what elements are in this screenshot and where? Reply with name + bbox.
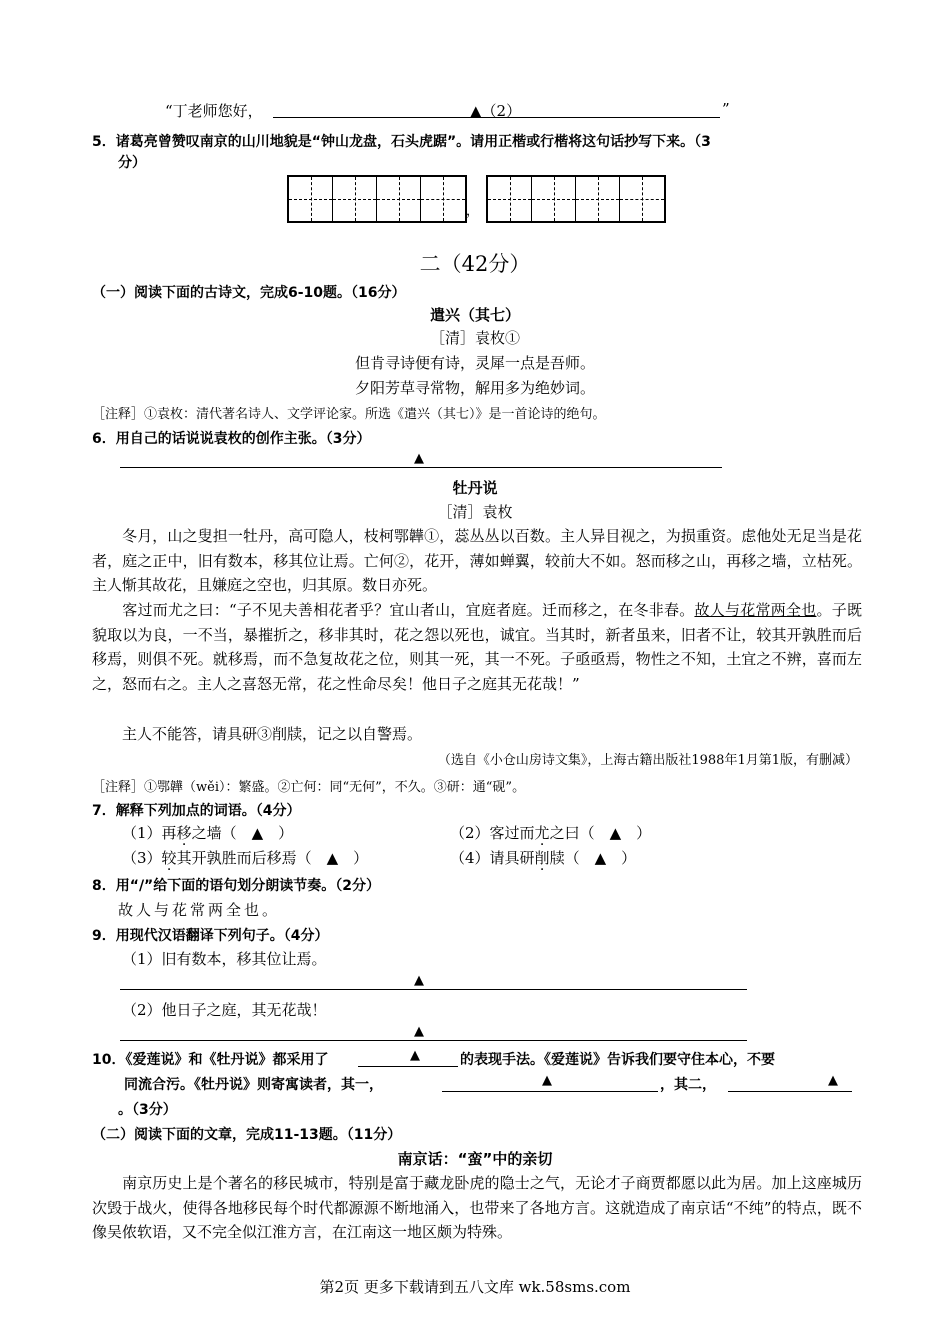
writing-grid-1: [287, 175, 467, 223]
question-10-cont: 的表现手法。《爱莲说》告诉我们要守住本心，不要: [460, 1052, 775, 1068]
section-title: 二（42分）: [419, 252, 531, 276]
q9-sentence-1: （1）旧有数本，移其位让焉。: [122, 950, 327, 968]
answer-line: [120, 989, 747, 990]
q7-item-4: （4）请具研削牍（ ▲ ）: [450, 849, 637, 867]
answer-line: [120, 1040, 747, 1041]
blank-line: [442, 1091, 658, 1092]
poem-author: ［清］袁枚①: [429, 329, 520, 347]
q7-item-1: （1）再移之墙（ ▲ ）: [122, 824, 294, 842]
blank-line: [358, 1066, 458, 1067]
prompt-prefix: “丁老师您好，: [165, 102, 263, 120]
q8-sentence: 故人与花常两全也。: [118, 901, 281, 919]
poem-line-2: 夕阳芳草寻常物，解用多为绝妙词。: [354, 379, 595, 397]
question-6: 6．用自己的话说说袁枚的创作主张。（3分）: [92, 431, 371, 447]
question-10-line-2: 同流合污。《牡丹说》则寄寓读者，其一，: [124, 1077, 383, 1093]
answer-line: [120, 467, 722, 468]
answer-mark: ▲: [414, 973, 424, 988]
answer-mark: ▲: [410, 1048, 420, 1063]
question-5-cont: 分）: [118, 155, 146, 171]
essay-paragraph-3: 主人不能答，请具研③削牍，记之以自警焉。: [122, 725, 423, 743]
underlined-sentence: 故人与花常两全也: [694, 601, 817, 619]
question-10-end: 。（3分）: [118, 1102, 177, 1118]
question-8: 8．用“/”给下面的语句划分朗读节奏。（2分）: [92, 878, 380, 894]
poem-title: 遣兴（其七）: [429, 306, 520, 324]
q7-item-2: （2）客过而尤之曰（ ▲ ）: [450, 824, 652, 842]
poem-note: ［注释］①袁枚：清代著名诗人、文学评论家。所选《遣兴（其七）》是一首论诗的绝句。: [92, 407, 606, 422]
answer-mark: ▲: [414, 451, 424, 466]
essay-note: ［注释］①鄂韡（wěi）：繁盛。②亡何：同“无何”，不久。③研：通“砚”。: [92, 780, 526, 795]
question-10: 10．《爱莲说》和《牡丹说》都采用了: [92, 1052, 329, 1068]
question-7: 7．解释下列加点的词语。（4分）: [92, 803, 301, 819]
essay-paragraph-1: 冬月，山之叟担一牡丹，高可隐人，枝柯鄂韡①，蕊丛丛以百数。主人异目视之，为损重资。虑他处无足当是花者，庭之正中，旧有数本，移其位让焉。亡何②，花开，薄如蝉翼，较前大不如。怒而移之山，再移之墙，立枯死。主人惭其故花，且嫌庭之空也，归其原。数日亦死。: [92, 527, 862, 594]
part-2-heading: （二）阅读下面的文章，完成11-13题。（11分）: [92, 1127, 402, 1143]
q9-sentence-2: （2）他日子之庭，其无花哉！: [122, 1001, 327, 1019]
prompt-suffix: ”: [722, 100, 730, 118]
writing-grid-2: [486, 175, 666, 223]
question-9: 9．用现代汉语翻译下列句子。（4分）: [92, 928, 329, 944]
answer-mark: ▲: [542, 1073, 552, 1088]
answer-mark: ▲: [414, 1024, 424, 1039]
essay-title: 牡丹说: [452, 479, 498, 497]
part-1-heading: （一）阅读下面的古诗文，完成6-10题。（16分）: [92, 285, 406, 301]
answer-mark: ▲: [828, 1073, 838, 1088]
essay-author: ［清］袁枚: [437, 503, 513, 521]
page-footer: 第2页 更多下载请到五八文库 wk.58sms.com: [319, 1278, 631, 1296]
essay-paragraph-2: 客过而尤之曰：“子不见夫善相花者乎？宜山者山，宜庭者庭。迁而移之，在冬非春。故人与花常两全也。子既貌取以为良，一不当，暴摧折之，移非其时，花之怨以死也，诚宜。当其时，新者虽来，旧者不让，较其开孰胜而后移焉，则俱不死。就移焉，而不急复故花之位，则其一死，其一不死。子亟亟焉，物性之不知，土宜之不辨，喜而左之，怒而右之。主人之喜怒无常，花之性命尽矣！他日子之庭其无花哉！”: [92, 601, 862, 693]
answer-mark: ▲（2）: [470, 102, 522, 120]
q7-item-3: （3）较其开孰胜而后移焉（ ▲ ）: [122, 849, 369, 867]
article-title: 南京话：“蛮”中的亲切: [397, 1150, 553, 1168]
previous-answer-prompt: [165, 100, 263, 121]
blank-line: [728, 1091, 852, 1092]
article-paragraph-1: 南京历史上是个著名的移民城市，特别是富于藏龙卧虎的隐士之气，无论才子商贾都愿以此为居。加上这座城历次毁于战火，使得各地移民每个时代都源源不断地涌入，也带来了各地方言。这就造成了南京话“不纯”的特点，既不像吴侬软语，又不完全似江淮方言，在江南这一地区颇为特殊。: [92, 1174, 862, 1241]
poem-line-1: 但肯寻诗便有诗，灵犀一点是吾师。: [354, 354, 595, 372]
grid-comma: ，: [466, 204, 480, 219]
essay-source: （选自《小仓山房诗文集》，上海古籍出版社1988年1月第1版，有删减）: [437, 753, 858, 768]
question-5: 5．诸葛亮曾赞叹南京的山川地貌是“钟山龙盘，石头虎踞”。请用正楷或行楷将这句话抄写下来。（3: [92, 134, 711, 150]
question-10-sep: ，其二，: [660, 1077, 716, 1093]
